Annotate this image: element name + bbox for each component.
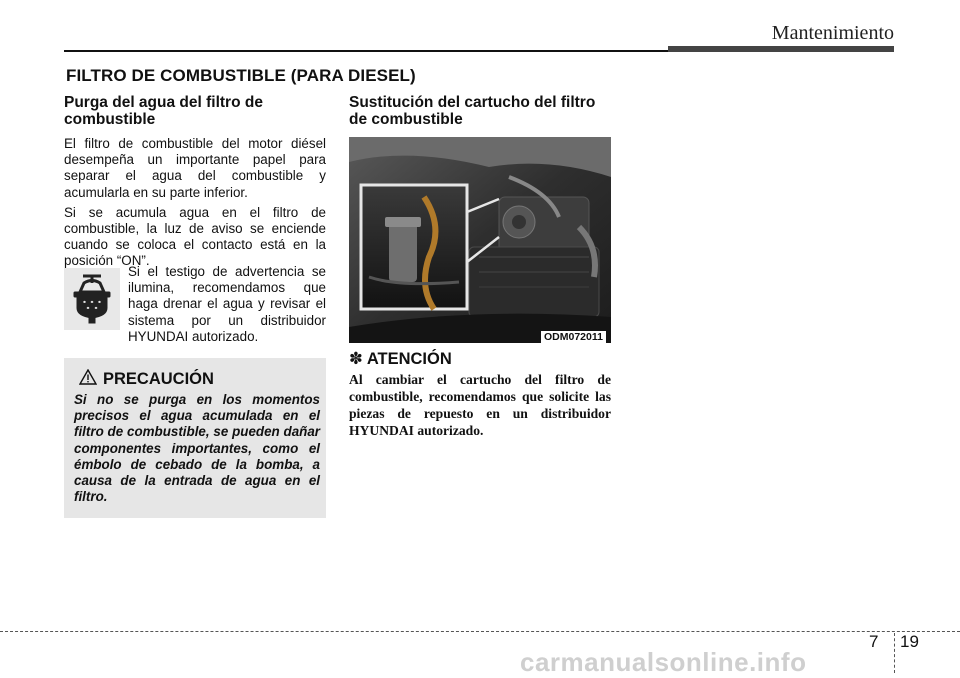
left-heading: Purga del agua del filtro de combustible [64,94,263,128]
notice-header [349,349,452,369]
warning-triangle-icon [79,369,97,390]
page-number: 19 [900,632,919,651]
footer-divider [894,633,895,673]
photo-caption: ODM072011 [541,331,606,344]
section-title: Mantenimiento [771,22,894,44]
caution-header [79,369,214,390]
watermark: carmanualsonline.info [520,647,807,677]
footer-rule [0,631,960,632]
right-heading: Sustitución del cartucho del filtro de combustible [349,94,596,128]
asterisk-icon: ✽ [349,350,363,368]
notice-text: Al cambiar el cartucho del filtro de combustible, recomendamos que solicite las piezas de repuesto en un distribuidor HYUNDAI autorizado. [349,372,611,438]
engine-bay-photo [349,137,611,343]
right-column [349,94,611,136]
header-rule [64,50,668,52]
left-paragraph-2: Si se acumula agua en el filtro de combustible, la luz de aviso se enciende cuando se coloca el contacto está en la posición “ON”. [64,204,326,269]
page-title: FILTRO DE COMBUSTIBLE (PARA DIESEL) [66,66,416,85]
notice-title: ATENCIÓN [366,349,452,368]
chapter-number: 7 [869,632,879,651]
header-rule-accent [668,46,894,52]
left-paragraph-3: Si el testigo de advertencia se ilumina, recomendamos que haga drenar el agua y revisar el sistema por un distribuidor HYUNDAI autorizado. [128,264,326,344]
caution-title: PRECAUCIÓN [103,370,214,388]
left-paragraph-1: El filtro de combustible del motor diésel desempeña un importante papel para separar el agua del combustible y acumularla en su parte inferior. [64,136,326,200]
caution-text: Si no se purga en los momentos precisos el agua acumulada en el filtro de combustible, se pueden dañar componentes importantes, como el émbolo de cebado de la bomba, a causa de la entrada de agua en el filtro. [74,392,320,505]
water-in-fuel-icon [64,268,120,330]
left-column [64,94,326,274]
